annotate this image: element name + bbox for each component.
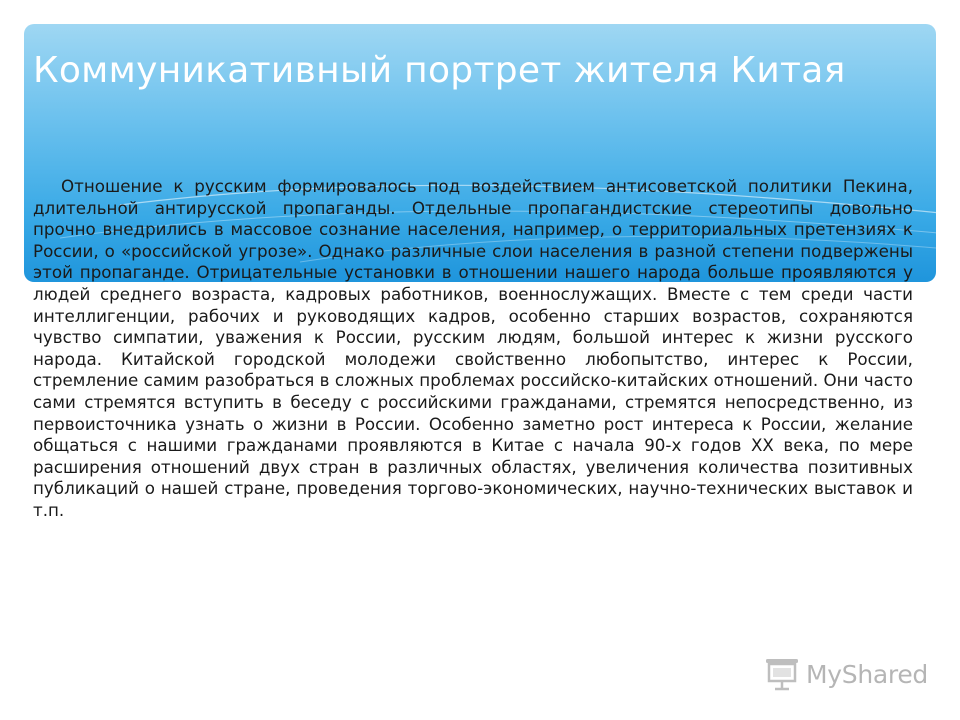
slide-body-text: Отношение к русским формировалось под воздействием антисоветской политики Пекина, длительной антирусской пропаганды. Отдельные пропагандистские стереотипы довольно прочно внедрились в массовое сознание населения, например, о территориальных претензиях к России, о «российской угрозе». Однако различные слои населения в разной степени подвержены этой пропаганде. Отрицательные установки в отношении нашего народа больше проявляются у людей среднего возраста, кадровых работников, военнослужащих. Вместе с тем среди части интеллигенции, рабочих и руководящих кадров, особенно старших возрастов, сохраняются чувство симпатии, уважения к России, русским людям, большой интерес к жизни русского народа. Китайской городской молодежи свойственно любопытство, интерес к России, стремление самим разобраться в сложных проблемах российско-китайских отношений. Они часто сами стремятся вступить в беседу с российскими гражданами, стремятся непосредственно, из первоисточника узнать о жизни в России. Особенно заметно рост интереса к России, желание общаться с нашими гражданами проявляются в Китае с начала 90-х годов XX века, по мере расширения отношений двух стран в различных областях, увеличения количества позитивных публикаций о нашей стране, проведения торгово-экономических, научно-технических выставок и т.п. [33,176,913,520]
projector-screen-icon [764,657,800,691]
slide-title: Коммуникативный портрет жителя Китая [33,50,846,91]
watermark-text: MyShared [806,659,928,689]
myshared-watermark [764,656,928,692]
